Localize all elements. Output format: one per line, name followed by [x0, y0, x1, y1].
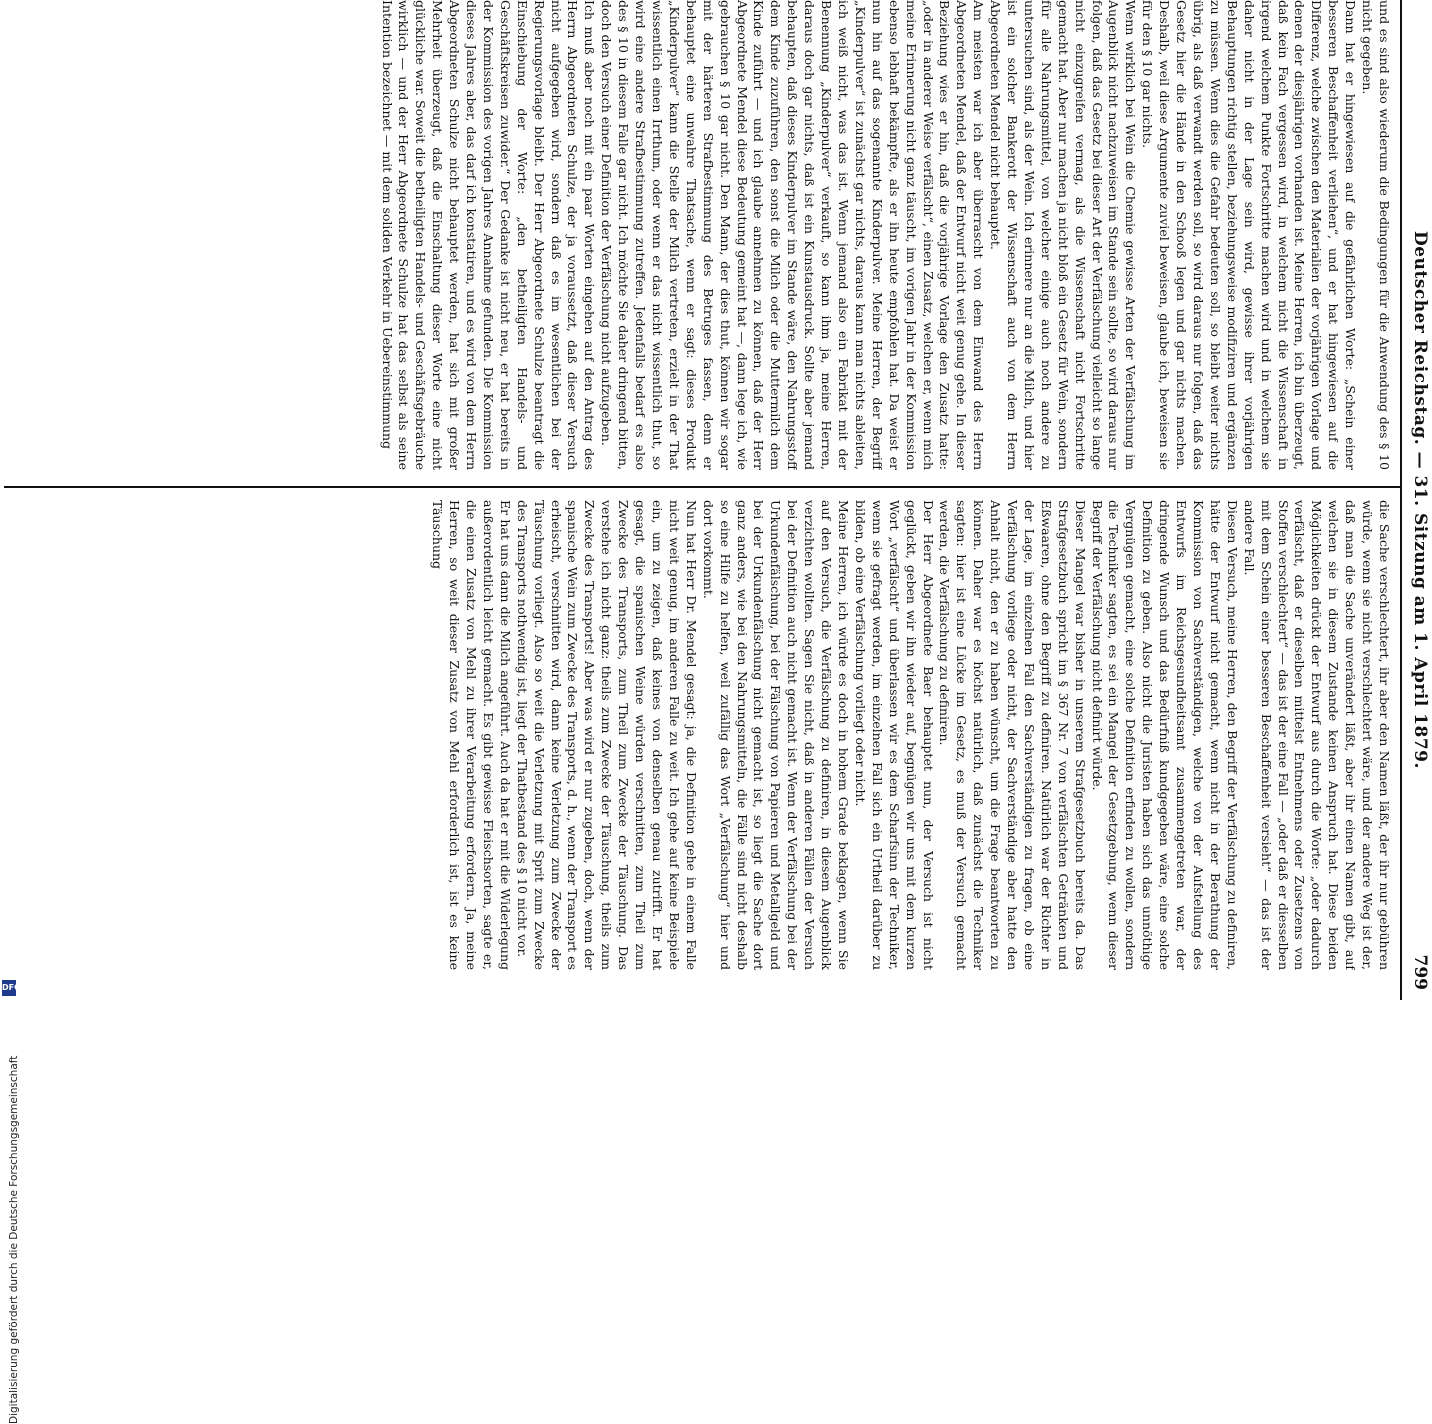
running-header: [1398, 0, 1432, 1000]
page-number: 799: [1410, 954, 1430, 990]
paragraph: Ich muß aber noch mit ein paar Worten eingehen auf den Antrag des Herrn Abgeordneten Schulze, der ja voraussetzt, daß dieser Versuch nicht aufgegeben wird, sondern daß es im wesentlichen bei der Regierungsvorlage bleibt. Der Herr Abgeordnete Schulze beantragt die Einschiebung der Worte: „den betheiligten Handels- und Geschäftskreisen zuwider.“ Der Gedanke ist nicht neu, er hat bereits in der Kommission des vorigen Jahres Annahme gefunden. Die Kommission dieses Jahres aber, das darf ich konstatiren, und es wird von dem Herrn Abgeordneten Schulze nicht behauptet werden, hat sich mit großer Mehrheit überzeugt, daß die Einschaltung dieser Worte eine nicht glückliche war. Soweit die betheiligten Handels- und Geschäftsgebräuche wirklich — und der Herr Abgeordnete Schulze hat das selbst als seine Intention bezeichnet — mit dem soliden Verkehr in Uebereinstimmung: [379, 0, 598, 470]
credit-text: Digitalisierung gefördert durch die Deutsche Forschungsgemeinschaft: [8, 1055, 20, 1424]
paragraph: Dieser Mangel war bisher in unserem Strafgesetzbuch bereits da. Das Strafgesetzbuch spricht im § 367 Nr. 7 von verfälschten Getränken und Eßwaaren, ohne den Begriff zu definiren. Natürlich war der Richter in der Lage, im einzelnen Fall den Sachverständigen zu fragen, ob eine Verfälschung vorliege oder nicht, der Sachverständige aber hatte den Anhalt nicht, den er zu haben wünscht, um die Frage beantworten zu können. Daher war es höchst natürlich, daß zunächst die Techniker sagten: hier ist eine Lücke im Gesetz, es muß der Versuch gemacht werden, die Verfälschung zu definiren.: [937, 500, 1088, 970]
text-column-left: [2, 0, 1392, 470]
paragraph: Er hat uns dann die Milch angeführt. Auch da hat er mit die Widerlegung außerordentlich leicht gemacht. Es gibt gewisse Fleischsorten, sagte er, die einen Zusatz von Mehl zu ihrer Verarbeitung erfordern. Ja, meine Herren, so weit dieser Zusatz von Mehl erforderlich ist, ist es keine Täuschung: [430, 500, 513, 970]
paragraph: Nun hat Herr Dr. Mendel gesagt: ja, die Definition gehe in einem Falle nicht weit genug, im anderen Falle zu weit. Ich gehe auf keine Beispiele ein, um zu zeigen, daß keines von denselben genau zutrifft. Er hat gesagt, die spanischen Weine würden verschnitten, zum Theil zum Zwecke des Transports, zum Theil zum Zwecke der Täuschung. Das verstehe ich nicht ganz: theils zum Zwecke der Täuschung, theils zum Zwecke des Transports! Aber was wird er nur zugeben, doch, wenn der spanische Wein zum Zwecke des Transports, d. h., wenn der Transport es erheischt, verschnitten wird, dann keine Verletzung zum Zwecke der Täuschung vorliegt. Also so weit die Verletzung mit Sprit zum Zwecke des Transports nothwendig ist, liegt der Thatbestand des § 10 nicht vor.: [514, 500, 699, 970]
digitization-credit: [8, 1004, 20, 1424]
header-rule: [1400, 0, 1402, 1000]
paragraph: und es sind also wiederum die Bedingungen für die Anwendung des § 10 nicht gegeben.: [1360, 0, 1392, 470]
header-title: Deutscher Reichstag. — 31. Sitzung am 1. April 1879.: [1410, 231, 1430, 769]
paragraph: Diesen Versuch, meine Herren, den Begriff der Verfälschung zu definiren, hätte der Entwurf nicht gemacht, wenn nicht in der Berathung der Kommission von Sachverständigen, welche von der Aufstellung des Entwurfs im Reichsgesundheitsamt zusammengetreten war, der dringende Wunsch und das Bedürfniß kundgegeben wäre, eine solche Definition zu geben. Also nicht die Juristen haben sich das unnöthige Vergnügen gemacht, eine solche Definition erfinden zu wollen, sondern die Techniker sagten, es sei ein Mangel der Gesetzgebung, wenn dieser Begriff der Verfälschung nicht definirt würde.: [1089, 500, 1240, 970]
paragraph: Am meisten war ich aber überrascht von dem Einwand des Herrn Abgeordneten Mendel, daß der Entwurf nicht weit genug gehe. In dieser Beziehung wies er hin, daß die vorjährige Vorlage den Zusatz hatte: „oder in anderer Weise verfälscht“, einen Zusatz, welchen er, wenn mich meine Erinnerung nicht ganz täuscht, im vorigen Jahr in der Kommission ebenso lebhaft bekämpfte, als er ihn heute empfohlen hat. Da weist er nun hin auf das sogenannte Kinderpulver. Meine Herren, der Begriff „Kinderpulver“ ist zunächst gar nichts, daraus kann man nichts ableiten, ich weiß nicht, was das ist. Wenn jemand also ein Fabrikat mit der Benennung „Kinderpulver“ verkauft, so kann ihm ja, meine Herren, daraus doch gar nichts, daß ist ein Kunstausdruck. Sollte aber jemand behaupten, daß dieses Kinderpulver im Stande wäre, den Nahrungsstoff dem Kinde zuzuführen, den sonst die Milch oder die Muttermilch dem Kinde zuführt — und ich glaube annehmen zu können, daß der Herr Abgeordnete Mendel diese Bedeutung gemeint hat —, dann lege ich, wie gebrauchen § 10 gar nicht. Den Mann, der dies thut, können wir sogar mit der härteren Strafbestimmung des Betruges fassen, denn er behauptet eine unwahre Thatsache, wenn er sagt: dieses Produkt „Kinderpulver“ kann die Stelle der Milch vertreten, erzielt in der That wissentlich einen Irrthum, oder wenn er das nicht wissentlich thut, so wird eine andere Strafbestimmung zutreffen. Jedenfalls bedarf es also des § 10 in diesem Falle gar nicht. Ich möchte Sie daher dringend bitten, doch den Versuch einer Definition der Verfälschung nicht aufzugeben.: [599, 0, 987, 470]
paragraph: Der Herr Abgeordnete Baer behauptet nun, der Versuch ist nicht geglückt, geben wir ihn wieder auf, begnügen wir uns mit dem kurzen Wort „verfälscht“ und überlassen wir es dem Scharfsinn der Techniker, wenn sie gefragt werden, im einzelnen Fall sich ein Urtheil darüber zu bilden, ob eine Verfälschung vorliegt oder nicht.: [852, 500, 936, 970]
dfg-logo-icon: DFG: [2, 980, 16, 996]
paragraph: Wenn wirklich bei Wein die Chemie gewisse Arten der Verfälschung im Augenblick nicht nachzuweisen im Stande sein sollte, so wird daraus nur folgen, daß das Gesetz bei dieser Art der Verfälschung vielleicht so lange nicht einzugreifen vermag, als die Wissenschaft nicht Fortschritte gemacht hat. Aber nur machen ja nicht bloß ein Gesetz für Wein, sondern für alle Nahrungsmittel, von welcher einige auch noch andere zu untersuchen sind, als der Wein. Ich erinnere nur an die Milch, und hier ist ein solcher Bankerott der Wissenschaft auch von dem Herrn Abgeordneten Mendel nicht behauptet.: [988, 0, 1139, 470]
column-divider: [4, 486, 1400, 488]
paragraph: Dann hat er hingewiesen auf die gefährlichen Worte: „Schein einer besseren Beschaffenheit verliehen“, und er hat hingewiesen auf die Differenz, welche zwischen den Materialien der vorjährigen Vorlage und denen der diesjährigen vorhanden ist. Meine Herren, ich bin überzeugt, daß kein Fach vergessen wird, in welchem nicht die Wissenschaft in irgend welchem Punkte Fortschritte machen wird und in welchem sie daher nicht in der Lage sein wird, gewisse ihrer vorjährigen Behauptungen richtig stellen, beziehungsweise modifiziren und ergänzen zu müssen. Wenn dies die Gefahr bedeuten soll, so bleibt weiter nichts übrig, als daß verwandt werden soll, so wird daraus nur folgen, daß das Gesetz hier die Hände in den Schooß legen und gar nichts machen. Deshalb, weil diese Argumente zuviel beweisen, glaube ich, beweisen sie für den § 10 gar nichts.: [1140, 0, 1359, 470]
paragraph: die Sache verschlechtert, ihr aber den Namen läßt, der ihr nur gebühren würde, wenn sie nicht verschlechtert wäre, und der andere Weg ist der, daß man die Sache unverändert läßt, aber ihr einen Namen gibt, auf welchen sie in diesem Zustande keinen Anspruch hat. Diese beiden Möglichkeiten drückt der Entwurf aus durch die Worte: „oder dadurch verfälscht, daß er dieselben mittelst Entnehmens oder Zusetzens von Stoffen verschlechtert“ — das ist der eine Fall — „oder daß er diesselben mit dem Schein einer besseren Beschaffenheit versieht“ — das ist der andere Fall.: [1241, 500, 1392, 970]
text-column-right: [2, 500, 1392, 970]
paragraph: Meine Herren, ich würde es doch in hohem Grade beklagen, wenn Sie auf den Versuch, die Verfälschung zu definiren, in diesem Augenblick verzichten wollten. Sagen Sie nicht, daß in anderen Fällen der Versuch bei der Definition auch nicht gemacht ist. Wenn der Verfälschung bei der Urkundenfälschung, bei der Fälschung von Papieren und Metallgeld und bei der Urkundenfälschung nicht gemacht ist, so liegt die Sache dort ganz anders, wie bei den Nahrungsmitteln, die Fälle sind nicht deshalb so eine Hilfe zu helfen, weil zufällig das Wort „Verfälschung“ hier und dort vorkommt.: [700, 500, 851, 970]
